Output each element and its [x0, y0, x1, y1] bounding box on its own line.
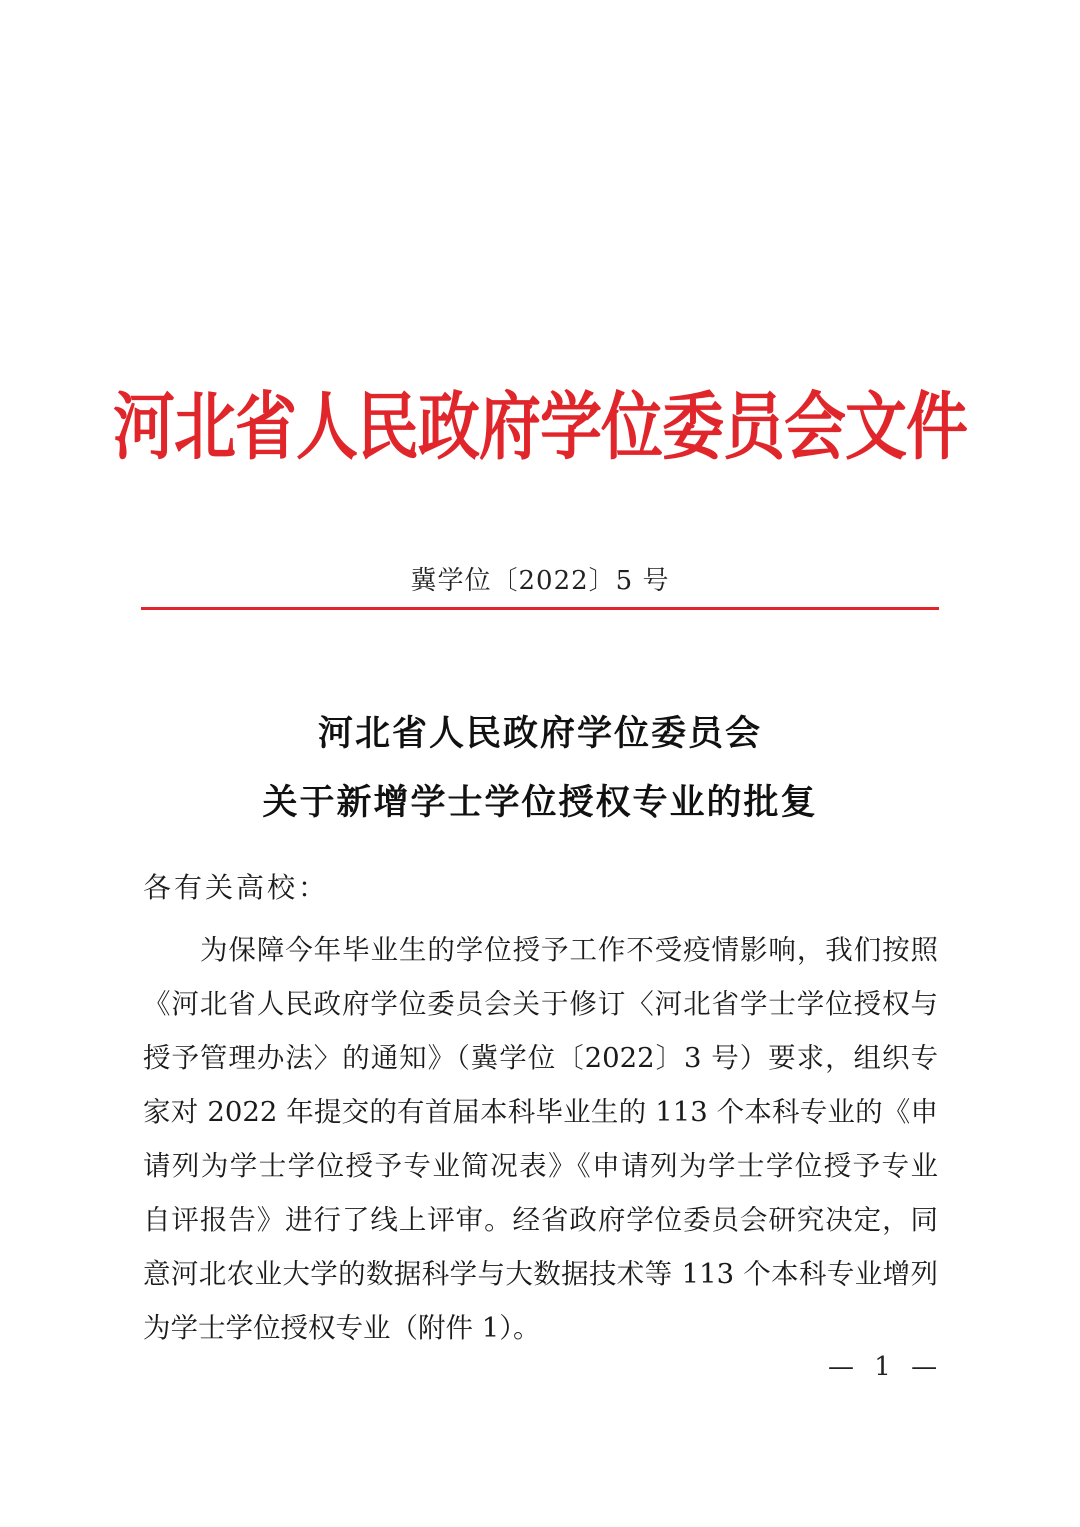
body-text-line: 家对 2022 年提交的有首届本科毕业生的 113 个本科专业的《申: [143, 1096, 938, 1128]
body-text-line: 为学士学位授权专业（附件 1）。: [143, 1312, 541, 1344]
body-text-line: 自评报告》进行了线上评审。经省政府学位委员会研究决定，同: [143, 1204, 938, 1236]
red-divider-line: [141, 607, 939, 610]
document-title-line-2: 关于新增学士学位授权专业的批复: [262, 782, 818, 823]
masthead-title: 河北省人民政府学位委员会文件: [112, 383, 967, 470]
document-number: 冀学位〔2022〕5 号: [410, 566, 670, 596]
page-number: — 1 —: [828, 1352, 944, 1382]
salutation: 各有关高校：: [143, 871, 330, 904]
document-title-line-1: 河北省人民政府学位委员会: [317, 713, 762, 754]
body-text-line: 为保障今年毕业生的学位授予工作不受疫情影响，我们按照: [200, 934, 938, 966]
body-text-line: 意河北农业大学的数据科学与大数据技术等 113 个本科专业增列: [143, 1258, 938, 1290]
body-text-line: 授予管理办法〉的通知》（冀学位〔2022〕3 号）要求，组织专: [143, 1042, 938, 1074]
body-text-line: 请列为学士学位授予专业简况表》《申请列为学士学位授予专业: [143, 1150, 938, 1182]
body-text-line: 《河北省人民政府学位委员会关于修订〈河北省学士学位授权与: [143, 988, 938, 1020]
